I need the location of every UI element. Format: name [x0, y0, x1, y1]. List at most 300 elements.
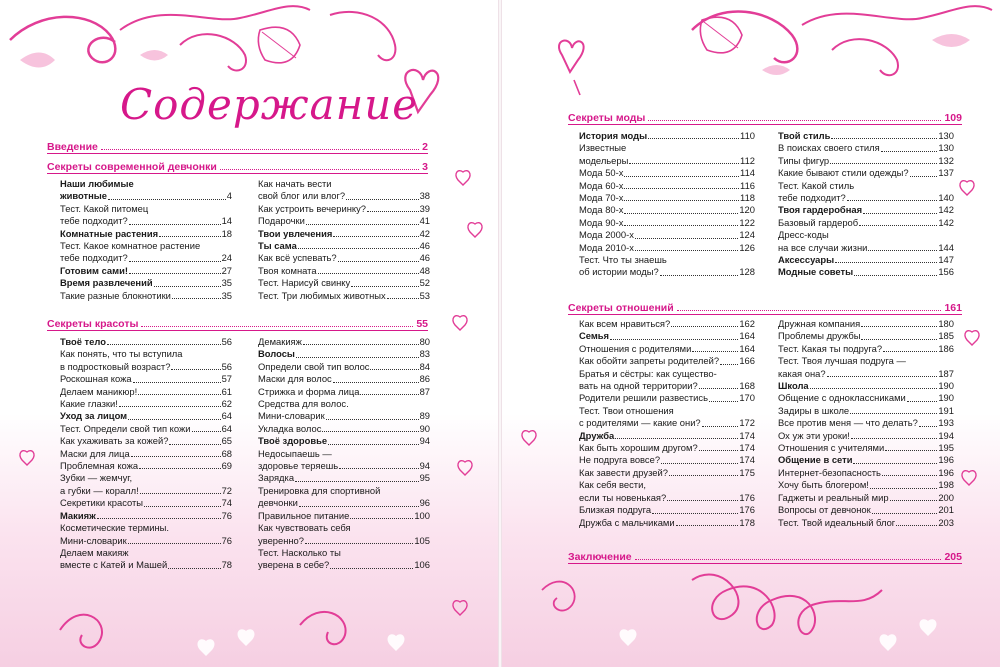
- leader-dots: [709, 401, 738, 402]
- toc-column: [579, 318, 755, 529]
- toc-entry-page: 89: [419, 410, 430, 422]
- leader-dots: [295, 481, 419, 482]
- section-modern-girl[interactable]: Секреты современной девчонки 3: [47, 157, 428, 174]
- toc-column: [579, 130, 755, 279]
- leader-dots: [850, 413, 937, 414]
- toc-entry-title: Уход за лицом: [60, 410, 128, 422]
- toc-entry-title: Отношения с родителями: [579, 342, 692, 354]
- toc-entry[interactable]: [258, 190, 430, 202]
- toc-entry-title: Время развлечений: [60, 277, 153, 289]
- toc-entry-title: Отношения с учителями: [778, 442, 885, 454]
- toc-entry[interactable]: [778, 318, 954, 330]
- toc-entry-page: 62: [221, 398, 232, 410]
- toc-entry[interactable]: [258, 460, 430, 472]
- toc-entry[interactable]: [258, 398, 430, 410]
- toc-entry-page: 195: [938, 442, 954, 454]
- toc-entry-page: 116: [740, 179, 755, 191]
- toc-entry[interactable]: [579, 430, 755, 442]
- section-relationships[interactable]: Секреты отношений 161: [568, 298, 962, 315]
- toc-entry[interactable]: [258, 290, 430, 302]
- toc-entry[interactable]: [258, 472, 430, 484]
- toc-entry[interactable]: [579, 442, 755, 454]
- toc-entry[interactable]: [60, 373, 232, 385]
- toc-entry[interactable]: [778, 167, 954, 179]
- toc-entry[interactable]: [579, 330, 755, 342]
- leader-dots: [629, 163, 739, 164]
- toc-entry[interactable]: [60, 228, 232, 240]
- toc-entry-page: 64: [221, 422, 232, 434]
- toc-entry-page: 112: [740, 154, 755, 166]
- toc-entry[interactable]: [258, 386, 430, 398]
- toc-entry[interactable]: [778, 355, 954, 367]
- toc-entry-title: Делаем маникюр!: [60, 385, 138, 397]
- toc-entry[interactable]: [579, 130, 755, 142]
- toc-entry[interactable]: [258, 348, 430, 360]
- toc-entry-title: Комнатные растения: [60, 227, 159, 239]
- toc-entry-page: 87: [419, 385, 430, 397]
- leader-dots: [885, 450, 937, 451]
- toc-entry-title: Семья: [579, 330, 610, 342]
- toc-entry[interactable]: [778, 368, 954, 380]
- toc-entry[interactable]: [778, 254, 954, 266]
- toc-entry[interactable]: [258, 240, 430, 252]
- toc-entry[interactable]: [258, 178, 430, 190]
- toc-entry[interactable]: [778, 204, 954, 216]
- toc-entry[interactable]: [60, 398, 232, 410]
- toc-entry-page: 126: [739, 241, 755, 253]
- toc-entry-title: Косметические термины.: [60, 522, 170, 534]
- leader-dots: [154, 286, 221, 287]
- toc-entry[interactable]: [579, 517, 755, 529]
- toc-entry-page: 106: [414, 559, 430, 571]
- toc-entry[interactable]: [579, 266, 755, 278]
- toc-entry[interactable]: [258, 497, 430, 509]
- toc-entry-title: Твоя гардеробная: [778, 204, 863, 216]
- toc-entry[interactable]: [579, 417, 755, 429]
- toc-entry[interactable]: [258, 252, 430, 264]
- toc-entry-title: какая она?: [778, 367, 826, 379]
- page-title: Содержание: [120, 80, 419, 129]
- toc-entry-page: 180: [938, 318, 954, 329]
- toc-entry-page: 86: [419, 373, 430, 385]
- leader-dots: [652, 513, 738, 514]
- leader-dots: [851, 438, 938, 439]
- toc-entry-page: 130: [938, 142, 954, 154]
- leader-dots: [910, 176, 938, 177]
- toc-entry[interactable]: [60, 535, 232, 547]
- leader-dots: [720, 364, 738, 365]
- toc-entry-title: Дружба: [579, 429, 615, 441]
- toc-entry-title: Известные: [579, 142, 627, 154]
- leader-dots: [861, 326, 937, 327]
- toc-entry-page: 42: [419, 227, 430, 239]
- leader-dots: [144, 506, 221, 507]
- toc-entry[interactable]: [778, 266, 954, 278]
- toc-entry[interactable]: [60, 336, 232, 348]
- leader-dots: [810, 388, 938, 389]
- toc-entry-page: 80: [419, 336, 430, 347]
- toc-entry-title: Недосыпаешь —: [258, 447, 332, 459]
- toc-entry-title: Готовим сами!: [60, 264, 128, 276]
- toc-entry[interactable]: [579, 142, 755, 154]
- toc-entry[interactable]: [258, 510, 430, 522]
- toc-entry[interactable]: [778, 430, 954, 442]
- leader-dots: [129, 261, 221, 262]
- toc-entry[interactable]: [778, 330, 954, 342]
- toc-entry-title: Дружба с мальчиками: [579, 516, 675, 528]
- toc-entry-page: 38: [419, 190, 430, 202]
- toc-entry[interactable]: [579, 254, 755, 266]
- leader-dots: [624, 176, 739, 177]
- section-intro[interactable]: Введение 2: [47, 137, 428, 154]
- toc-entry[interactable]: [579, 492, 755, 504]
- toc-entry-page: 18: [221, 227, 232, 239]
- toc-entry-title: Школа: [778, 380, 809, 392]
- toc-entry-title: История моды: [579, 130, 648, 141]
- leader-dots: [360, 394, 418, 395]
- toc-column: [258, 336, 430, 572]
- toc-entry-title: Задиры в школе: [778, 404, 850, 416]
- toc-column: [60, 336, 232, 572]
- toc-entry[interactable]: [258, 485, 430, 497]
- toc-entry[interactable]: [778, 380, 954, 392]
- section-fashion[interactable]: Секреты моды 109: [568, 108, 962, 125]
- toc-entry[interactable]: [778, 504, 954, 516]
- toc-entry[interactable]: [579, 192, 755, 204]
- toc-entry[interactable]: [778, 392, 954, 404]
- toc-entry[interactable]: [579, 155, 755, 167]
- toc-entry[interactable]: [60, 497, 232, 509]
- toc-entry[interactable]: [579, 217, 755, 229]
- toc-entry-title: Какие глазки!: [60, 398, 118, 410]
- toc-entry-page: 130: [938, 130, 954, 141]
- toc-entry-title: Мода 60-х: [579, 179, 624, 191]
- toc-entry-title: Как чувствовать себя: [258, 522, 351, 534]
- toc-entry-page: 156: [938, 266, 954, 278]
- leader-dots: [830, 163, 937, 164]
- leader-dots: [919, 426, 938, 427]
- toc-entry-page: 96: [419, 497, 430, 509]
- toc-entry-page: 196: [938, 454, 954, 466]
- toc-entry-title: Твоя комната: [258, 264, 317, 276]
- toc-entry-title: Тест. Твой идеальный блог: [778, 516, 896, 528]
- toc-entry[interactable]: [60, 386, 232, 398]
- toc-entry[interactable]: [60, 522, 232, 534]
- toc-entry[interactable]: [258, 215, 430, 227]
- toc-entry[interactable]: [778, 130, 954, 142]
- toc-entry[interactable]: [579, 467, 755, 479]
- toc-entry-title: Правильное питание: [258, 509, 350, 521]
- toc-entry-page: 48: [419, 264, 430, 276]
- toc-entry[interactable]: [778, 217, 954, 229]
- toc-entry-title: Такие разные блокнотики: [60, 289, 171, 301]
- toc-entry-title: Тест. Определи свой тип кожи: [60, 422, 191, 434]
- toc-entry-title: Модные советы: [778, 266, 854, 278]
- toc-entry-page: 14: [221, 215, 232, 227]
- toc-entry[interactable]: [60, 547, 232, 559]
- toc-entry[interactable]: [579, 392, 755, 404]
- toc-entry-page: 65: [221, 435, 232, 447]
- leader-dots: [648, 138, 739, 139]
- toc-entry[interactable]: [579, 405, 755, 417]
- toc-entry[interactable]: [60, 472, 232, 484]
- toc-entry-title: Твоё тело: [60, 336, 106, 347]
- leader-dots: [624, 213, 738, 214]
- toc-entry-title: Демакияж: [258, 336, 302, 347]
- toc-entry[interactable]: [778, 343, 954, 355]
- leader-dots: [333, 236, 418, 237]
- leader-dots: [881, 151, 938, 152]
- leader-dots: [328, 444, 418, 445]
- toc-entry-title: Все против меня — что делать?: [778, 417, 918, 429]
- toc-entry-page: 190: [938, 380, 954, 392]
- leader-dots: [333, 382, 419, 383]
- toc-entry-title: Твоё здоровье: [258, 435, 328, 447]
- leader-dots: [299, 506, 419, 507]
- toc-entry-page: 190: [938, 392, 954, 404]
- toc-entry[interactable]: [579, 167, 755, 179]
- toc-entry[interactable]: [258, 228, 430, 240]
- toc-entry-title: Как начать вести: [258, 178, 332, 189]
- toc-entry-title: Укладка волос: [258, 422, 322, 434]
- toc-entry[interactable]: [778, 492, 954, 504]
- leader-dots: [667, 500, 738, 501]
- toc-entry-title: Тренировка для спортивной: [258, 484, 381, 496]
- toc-entry-title: Как понять, что ты вступила: [60, 348, 183, 360]
- toc-entry[interactable]: [258, 423, 430, 435]
- leader-dots: [624, 188, 739, 189]
- toc-entry[interactable]: [60, 348, 232, 360]
- leader-dots: [171, 369, 220, 370]
- toc-entry[interactable]: [60, 240, 232, 252]
- leader-dots: [868, 250, 937, 251]
- toc-entry[interactable]: [258, 203, 430, 215]
- toc-entry-page: 170: [739, 392, 755, 404]
- leader-dots: [129, 273, 221, 274]
- toc-entry[interactable]: [778, 467, 954, 479]
- toc-entry-title: свой блог или влог?: [258, 190, 346, 202]
- leader-dots: [661, 463, 738, 464]
- toc-entry-title: животные: [60, 190, 108, 202]
- toc-entry-page: 90: [419, 422, 430, 434]
- toc-entry[interactable]: [60, 203, 232, 215]
- toc-entry[interactable]: [579, 180, 755, 192]
- toc-entry[interactable]: [778, 142, 954, 154]
- toc-entry[interactable]: [579, 454, 755, 466]
- toc-entry-page: 124: [739, 229, 755, 241]
- leader-dots: [660, 275, 739, 276]
- toc-entry-page: 61: [221, 385, 232, 397]
- toc-entry[interactable]: [579, 479, 755, 491]
- toc-entry-page: 94: [419, 435, 430, 447]
- toc-entry-page: 53: [419, 289, 430, 301]
- toc-entry[interactable]: [258, 373, 430, 385]
- toc-entry-page: 174: [739, 429, 755, 441]
- toc-entry[interactable]: [258, 547, 430, 559]
- toc-entry-title: Мода 50-х: [579, 167, 624, 179]
- toc-entry[interactable]: [60, 448, 232, 460]
- toc-entry-title: уверенно?: [258, 534, 304, 546]
- toc-entry[interactable]: [60, 361, 232, 373]
- toc-entry[interactable]: [778, 454, 954, 466]
- toc-entry-title: Общение в сети: [778, 454, 853, 466]
- toc-entry[interactable]: [60, 559, 232, 571]
- toc-entry[interactable]: [258, 336, 430, 348]
- toc-entry-title: Как ухаживать за кожей?: [60, 435, 169, 447]
- toc-entry-title: а губки — коралл!: [60, 484, 139, 496]
- toc-entry-title: Наши любимые: [60, 178, 134, 189]
- toc-entry-title: девчонки: [258, 497, 298, 509]
- toc-entry[interactable]: [60, 265, 232, 277]
- section-conclusion[interactable]: Заключение 205: [568, 547, 962, 564]
- toc-entry[interactable]: [60, 178, 232, 190]
- toc-entry-page: 147: [938, 254, 954, 266]
- toc-entry[interactable]: [778, 242, 954, 254]
- toc-entry-title: Как устроить вечеринку?: [258, 202, 367, 214]
- toc-entry-title: на все случаи жизни: [778, 241, 868, 253]
- toc-entry-title: Определи свой тип волос: [258, 360, 370, 372]
- toc-entry[interactable]: [60, 215, 232, 227]
- right-page: [502, 0, 1000, 667]
- leader-dots: [635, 238, 738, 239]
- toc-entry[interactable]: [778, 479, 954, 491]
- toc-entry[interactable]: [778, 442, 954, 454]
- toc-entry-title: Какие бывают стили одежды?: [778, 167, 909, 179]
- toc-column: [778, 130, 954, 279]
- toc-entry[interactable]: [60, 410, 232, 422]
- toc-entry-title: Макияж: [60, 509, 96, 521]
- toc-entry[interactable]: [60, 423, 232, 435]
- leader-dots: [131, 456, 221, 457]
- toc-entry[interactable]: [778, 417, 954, 429]
- toc-entry-page: 120: [739, 204, 755, 216]
- toc-entry[interactable]: [60, 290, 232, 302]
- toc-entry-title: Мода 2000-х: [579, 229, 634, 241]
- toc-entry[interactable]: [579, 343, 755, 355]
- toc-entry[interactable]: [60, 435, 232, 447]
- toc-entry-title: вместе с Катей и Машей: [60, 559, 168, 571]
- toc-entry[interactable]: [579, 229, 755, 241]
- toc-column: [778, 318, 954, 529]
- toc-entry-page: 78: [221, 559, 232, 571]
- toc-entry-page: 186: [938, 342, 954, 354]
- toc-entry[interactable]: [258, 559, 430, 571]
- toc-entry[interactable]: [258, 361, 430, 373]
- leader-dots: [303, 344, 419, 345]
- toc-entry[interactable]: [60, 277, 232, 289]
- toc-entry[interactable]: [60, 252, 232, 264]
- leader-dots: [159, 236, 220, 237]
- toc-entry-page: 176: [739, 491, 755, 503]
- toc-entry[interactable]: [579, 368, 755, 380]
- toc-entry[interactable]: [258, 435, 430, 447]
- toc-entry[interactable]: [778, 180, 954, 192]
- toc-entry-title: Общение с одноклассниками: [778, 392, 906, 404]
- toc-entry[interactable]: [60, 190, 232, 202]
- toc-entry[interactable]: [778, 155, 954, 167]
- toc-entry-title: Мини-словарик: [60, 534, 127, 546]
- toc-entry-title: Мода 80-х: [579, 204, 624, 216]
- toc-entry-title: Как обойти запреты родителей?: [579, 355, 720, 367]
- toc-entry-page: 41: [419, 215, 430, 227]
- leader-dots: [339, 468, 418, 469]
- toc-entry[interactable]: [258, 535, 430, 547]
- toc-entry-title: Зарядка: [258, 472, 295, 484]
- toc-column: [258, 178, 430, 302]
- toc-entry[interactable]: [778, 229, 954, 241]
- leader-dots: [615, 438, 738, 439]
- leader-dots: [119, 406, 221, 407]
- toc-entry[interactable]: [579, 204, 755, 216]
- toc-entry-title: Дружная компания: [778, 318, 861, 329]
- toc-entry[interactable]: [60, 485, 232, 497]
- leader-dots: [172, 298, 221, 299]
- toc-entry-title: Роскошная кожа: [60, 373, 132, 385]
- left-page: [0, 0, 498, 667]
- toc-entry-page: 193: [938, 417, 954, 429]
- toc-entry[interactable]: [60, 460, 232, 472]
- toc-entry-page: 46: [419, 252, 430, 264]
- toc-entry-page: 172: [739, 417, 755, 429]
- toc-entry[interactable]: [778, 405, 954, 417]
- leader-dots: [624, 225, 738, 226]
- toc-entry[interactable]: [579, 242, 755, 254]
- toc-entry[interactable]: [258, 265, 430, 277]
- toc-entry[interactable]: [778, 517, 954, 529]
- section-beauty[interactable]: Секреты красоты 55: [47, 314, 428, 331]
- leader-dots: [907, 401, 938, 402]
- toc-entry-title: Тест. Какой питомец: [60, 202, 149, 214]
- toc-entry-page: 52: [419, 277, 430, 289]
- toc-entry-title: Средства для волос.: [258, 398, 349, 410]
- toc-entry-title: Тест. Какой стиль: [778, 179, 855, 191]
- toc-entry[interactable]: [258, 410, 430, 422]
- leader-dots: [872, 513, 938, 514]
- toc-entry-page: 198: [938, 479, 954, 491]
- leader-dots: [669, 475, 738, 476]
- toc-entry-page: 137: [938, 167, 954, 179]
- toc-entry-page: 105: [414, 534, 430, 546]
- toc-entry[interactable]: [258, 522, 430, 534]
- toc-entry[interactable]: [60, 510, 232, 522]
- toc-entry-page: 72: [221, 484, 232, 496]
- toc-entry-page: 128: [739, 266, 755, 278]
- leader-dots: [676, 525, 739, 526]
- toc-entry-title: Зубки — жемчуг,: [60, 472, 133, 484]
- toc-entry[interactable]: [579, 355, 755, 367]
- toc-entry-title: здоровье теряешь: [258, 460, 339, 472]
- toc-entry-title: Как завести друзей?: [579, 466, 668, 478]
- toc-entry[interactable]: [579, 318, 755, 330]
- leader-dots: [318, 273, 419, 274]
- toc-entry-page: 94: [419, 460, 430, 472]
- toc-entry-title: Как всем нравиться?: [579, 318, 671, 329]
- toc-entry[interactable]: [258, 448, 430, 460]
- leader-dots: [168, 568, 220, 569]
- leader-dots: [699, 450, 739, 451]
- toc-entry-page: 164: [739, 330, 755, 342]
- toc-entry[interactable]: [579, 504, 755, 516]
- toc-entry[interactable]: [579, 380, 755, 392]
- leader-dots: [133, 382, 221, 383]
- toc-entry-title: Ох уж эти уроки!: [778, 429, 850, 441]
- toc-entry-title: Гаджеты и реальный мир: [778, 491, 889, 503]
- leader-dots: [827, 376, 938, 377]
- toc-entry[interactable]: [778, 192, 954, 204]
- toc-entry[interactable]: [258, 277, 430, 289]
- toc-entry-page: 166: [739, 355, 755, 367]
- toc-entry-title: Тест. Твои отношения: [579, 404, 674, 416]
